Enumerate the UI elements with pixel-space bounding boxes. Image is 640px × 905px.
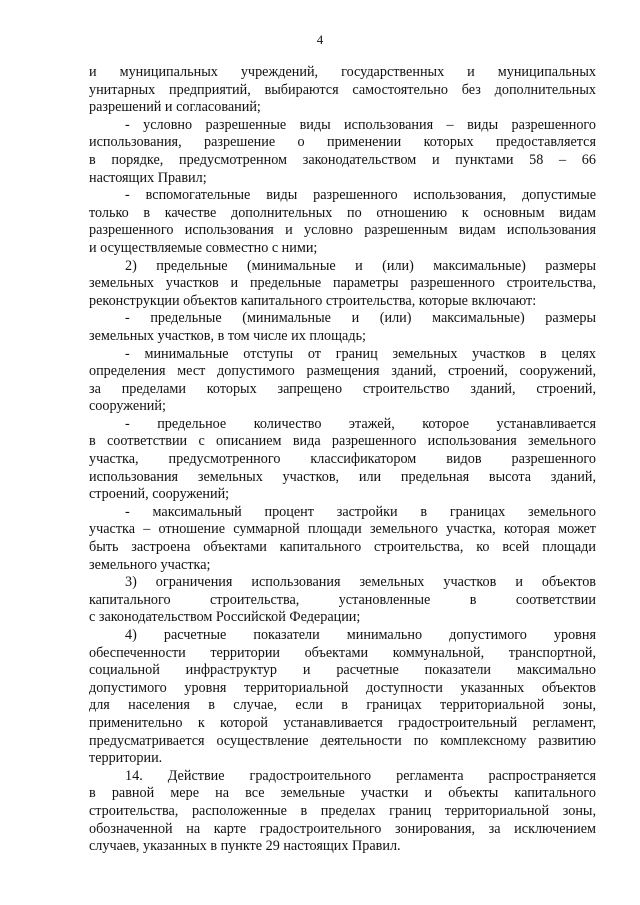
text-line: 4) расчетные показатели минимально допустимого уровня <box>125 627 596 643</box>
text-line: в соответствии с описанием вида разрешенного использования земельного <box>89 433 596 450</box>
text-line: использования, разрешение о применении которых предоставляется <box>89 134 596 151</box>
text-line: применительно к которой устанавливается градостроительный регламент, <box>89 714 596 731</box>
text-line: земельного участка; <box>89 556 211 573</box>
text-line: унитарных предприятий, выбираются самостоятельно без дополнительных <box>89 81 596 98</box>
text-line: социальной инфраструктур и расчетные показатели максимально <box>89 662 596 679</box>
text-line: - максимальный процент застройки в границах земельного <box>125 503 596 520</box>
text-line: - предельное количество этажей, которое устанавливается <box>125 415 596 432</box>
text-line: с законодательством Российской Федерации; <box>89 609 361 626</box>
text-line: участка, предусмотренного классификатором видов разрешенного <box>89 451 596 468</box>
text-line: 2) предельные (минимальные и (или) максимальные) размеры <box>125 257 596 274</box>
text-line: за пределами которых запрещено строительство зданий, строений, <box>89 380 596 397</box>
text-line: строительства, расположенные в пределах границ территориальной зоны, <box>89 802 596 819</box>
text-line: 3) ограничения использования земельных участков и объектов <box>125 574 596 591</box>
text-line: только в качестве дополнительных по отношению к основным видам <box>89 204 596 221</box>
text-line: быть застроена объектами капитального строительства, ко всей площади <box>89 539 596 556</box>
document-body <box>89 64 596 856</box>
text-line: и осуществляемые совместно с ними; <box>89 239 318 256</box>
text-line: - условно разрешенные виды использования – виды разрешенного <box>125 116 596 133</box>
text-line: - предельные (минимальные и (или) максимальные) размеры <box>125 310 596 327</box>
text-line: использования земельных участков, или предельная высота зданий, <box>89 468 596 485</box>
text-line: в равной мере на все земельные участки и объекты капитального <box>89 785 596 802</box>
text-line: в порядке, предусмотренном законодательством и пунктами 58 – 66 <box>89 151 596 168</box>
text-line: обеспеченности территории объектами коммунальной, транспортной, <box>89 644 596 661</box>
text-line: разрешенного использования и условно разрешенным видам использования <box>89 222 596 239</box>
text-line: настоящих Правил; <box>89 169 207 186</box>
text-line: капитального строительства, установленные в соответствии <box>89 591 596 608</box>
text-line: участка – отношение суммарной площади земельного участка, которая может <box>89 521 596 538</box>
text-line: для населения в случае, если в границах территориальной зоны, <box>89 697 596 714</box>
text-line: территории. <box>89 750 163 767</box>
text-line: 14. Действие градостроительного регламента распространяется <box>125 767 596 784</box>
text-line: обозначенной на карте градостроительного зонирования, за исключением <box>89 820 596 837</box>
text-line: земельных участков, в том числе их площадь; <box>89 327 366 344</box>
text-line: определения мест допустимого размещения зданий, строений, сооружений, <box>89 363 596 380</box>
text-line: реконструкции объектов капитального строительства, которые включают: <box>89 292 537 309</box>
text-line: строений, сооружений; <box>89 486 230 503</box>
text-line: сооружений; <box>89 398 166 415</box>
text-line: земельных участков и предельные параметры разрешенного строительства, <box>89 275 596 292</box>
page-number: 4 <box>316 32 324 47</box>
text-line: - минимальные отступы от границ земельных участков в целях <box>125 345 596 362</box>
text-line: - вспомогательные виды разрешенного использования, допустимые <box>125 187 596 204</box>
text-line: разрешений и согласований; <box>89 99 261 116</box>
text-line: допустимого уровня территориальной доступности указанных объектов <box>89 679 596 696</box>
text-line: случаев, указанных в пункте 29 настоящих Правил. <box>89 838 401 855</box>
text-line: и муниципальных учреждений, государственных и муниципальных <box>89 64 596 80</box>
text-line: предусматривается осуществление деятельности по комплексному развитию <box>89 732 596 749</box>
